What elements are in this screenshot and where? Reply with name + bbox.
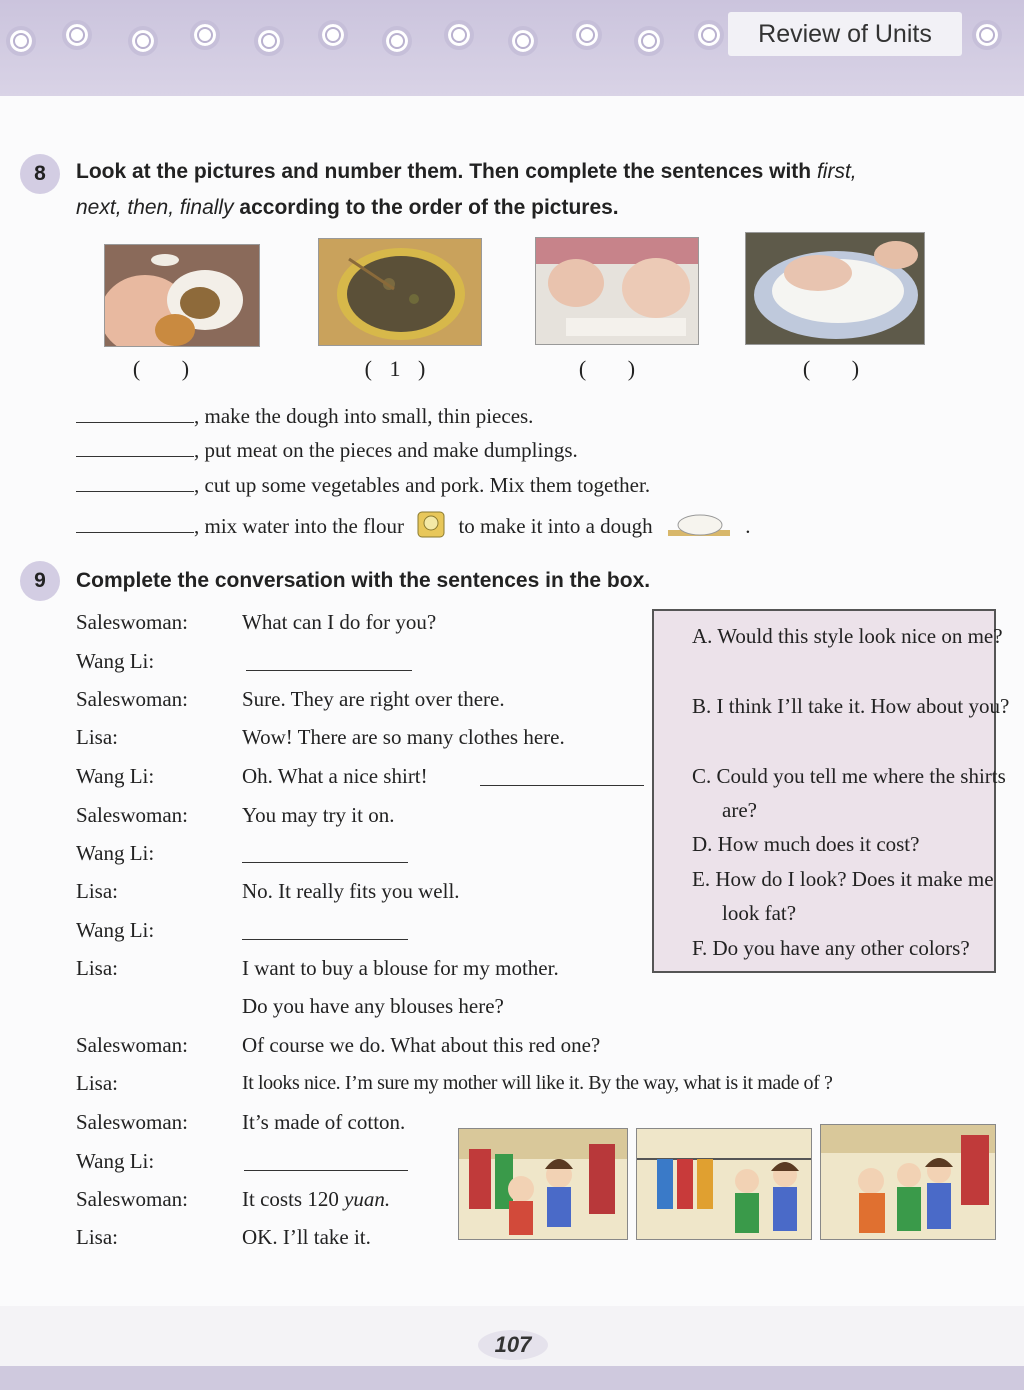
circle-ornament [634, 26, 664, 56]
dialogue-line: Do you have any blouses here? [242, 994, 504, 1018]
option-item: C. Could you tell me where the shirts are? [692, 764, 1006, 822]
circle-ornament [62, 20, 92, 50]
speaker-label: Lisa: [76, 1071, 118, 1095]
dialogue-line [242, 1184, 390, 1214]
dialogue-line: No. It really fits you well. [242, 879, 460, 903]
answer-paren[interactable]: ( ) [132, 356, 208, 381]
instruction-italic-words: next, then, finally [76, 196, 234, 219]
circle-ornament [6, 26, 36, 56]
speaker-label: Saleswoman: [76, 610, 188, 634]
footer-band [0, 1366, 1024, 1390]
circle-ornament [254, 26, 284, 56]
cartoon-shop-scene-1 [458, 1128, 628, 1240]
sentence-line [76, 434, 578, 465]
page-number: 107 [478, 1330, 548, 1360]
answer-blank[interactable] [480, 785, 644, 786]
answer-blank[interactable] [76, 469, 194, 492]
circle-ornament [508, 26, 538, 56]
circle-ornament [972, 20, 1002, 50]
sentence-text: , mix water into the flour [194, 513, 404, 538]
dialogue-line: Of course we do. What about this red one? [242, 1033, 601, 1057]
exercise-number-badge: 9 [20, 561, 60, 601]
cartoon-shop-scene-2 [636, 1128, 812, 1240]
circle-ornament [318, 20, 348, 50]
cartoon-shop-scene-3 [820, 1124, 996, 1240]
sentence-text: to make it into a dough [458, 513, 653, 538]
options-box [652, 609, 1010, 973]
answer-paren[interactable]: ( 1 ) [364, 356, 432, 381]
option-item: A. Would this style look nice on me? [692, 624, 1003, 648]
speaker-label: Saleswoman: [76, 803, 188, 827]
sentence-text: , put meat on the pieces and make dumplings. [194, 438, 578, 462]
dough-icon [666, 510, 732, 546]
photo-mixed-filling-bowl [318, 238, 482, 346]
speaker-label: Lisa: [76, 725, 118, 749]
dialogue-line: It’s made of cotton. [242, 1110, 406, 1134]
speaker-label: Saleswoman: [76, 1187, 188, 1211]
circle-ornament [694, 20, 724, 50]
dialogue-line: Oh. What a nice shirt! [242, 764, 428, 788]
dialogue-line: What can I do for you? [242, 610, 437, 634]
exercise-9-instruction: Complete the conversation with the sentences in the box. [76, 569, 651, 592]
circle-ornament [572, 20, 602, 50]
header-title: Review of Units [728, 12, 962, 56]
answer-blank[interactable] [242, 862, 408, 863]
dialogue-text: It costs 120 [242, 1187, 345, 1211]
sentence-line [76, 509, 750, 547]
dialogue-line: OK. I’ll take it. [242, 1225, 371, 1249]
instruction-text: according to the order of the pictures. [233, 196, 619, 219]
option-item: F. Do you have any other colors? [692, 936, 970, 960]
circle-ornament [190, 20, 220, 50]
sentence-text: , make the dough into small, thin pieces. [194, 404, 534, 428]
speaker-label: Wang Li: [76, 649, 155, 673]
circle-ornament [444, 20, 474, 50]
speaker-label: Saleswoman: [76, 687, 188, 711]
sentence-line [76, 400, 533, 431]
answer-blank[interactable] [76, 510, 194, 533]
instruction-italic-word: first, [816, 160, 857, 183]
answer-blank[interactable] [76, 400, 194, 423]
speaker-label: Lisa: [76, 956, 118, 980]
option-item: E. How do I look? Does it make me look fat? [692, 867, 994, 925]
speaker-label: Wang Li: [76, 841, 155, 865]
answer-paren[interactable]: ( ) [578, 356, 654, 381]
speaker-label: Wang Li: [76, 918, 155, 942]
dialogue-line: I want to buy a blouse for my mother. [242, 956, 559, 980]
sentence-text: , cut up some vegetables and pork. Mix them together. [194, 473, 651, 497]
answer-blank[interactable] [244, 1170, 408, 1171]
option-item: D. How much does it cost? [692, 832, 920, 856]
sentence-line [76, 469, 650, 500]
photo-rolling-dough [535, 237, 699, 345]
speaker-label: Wang Li: [76, 764, 155, 788]
speaker-label: Wang Li: [76, 1149, 155, 1173]
answer-blank[interactable] [246, 670, 412, 671]
dialogue-line: You may try it on. [242, 803, 395, 827]
dialogue-line: Wow! There are so many clothes here. [242, 725, 565, 749]
instruction-text: Look at the pictures and number them. Then complete the sentences with [76, 160, 817, 183]
photo-kneading-dough [745, 232, 925, 345]
exercise-number-badge: 8 [20, 154, 60, 194]
speaker-label: Lisa: [76, 1225, 118, 1249]
exercise-8-instruction [76, 154, 996, 226]
speaker-label: Lisa: [76, 879, 118, 903]
currency-italic: yuan. [344, 1187, 391, 1211]
option-item: B. I think I’ll take it. How about you? [692, 694, 1010, 718]
answer-blank[interactable] [76, 434, 194, 457]
speaker-label: Saleswoman: [76, 1033, 188, 1057]
circle-ornament [382, 26, 412, 56]
photo-dumpling-filling [104, 244, 260, 347]
dialogue-line: It looks nice. I’m sure my mother will like it. By the way, what is it made of ? [242, 1072, 833, 1094]
answer-blank[interactable] [242, 939, 408, 940]
flour-bag-icon [415, 509, 447, 547]
sentence-period: . [745, 513, 751, 538]
dialogue-line: Sure. They are right over there. [242, 687, 505, 711]
circle-ornament [128, 26, 158, 56]
speaker-label: Saleswoman: [76, 1110, 188, 1134]
answer-paren[interactable]: ( ) [802, 356, 878, 381]
